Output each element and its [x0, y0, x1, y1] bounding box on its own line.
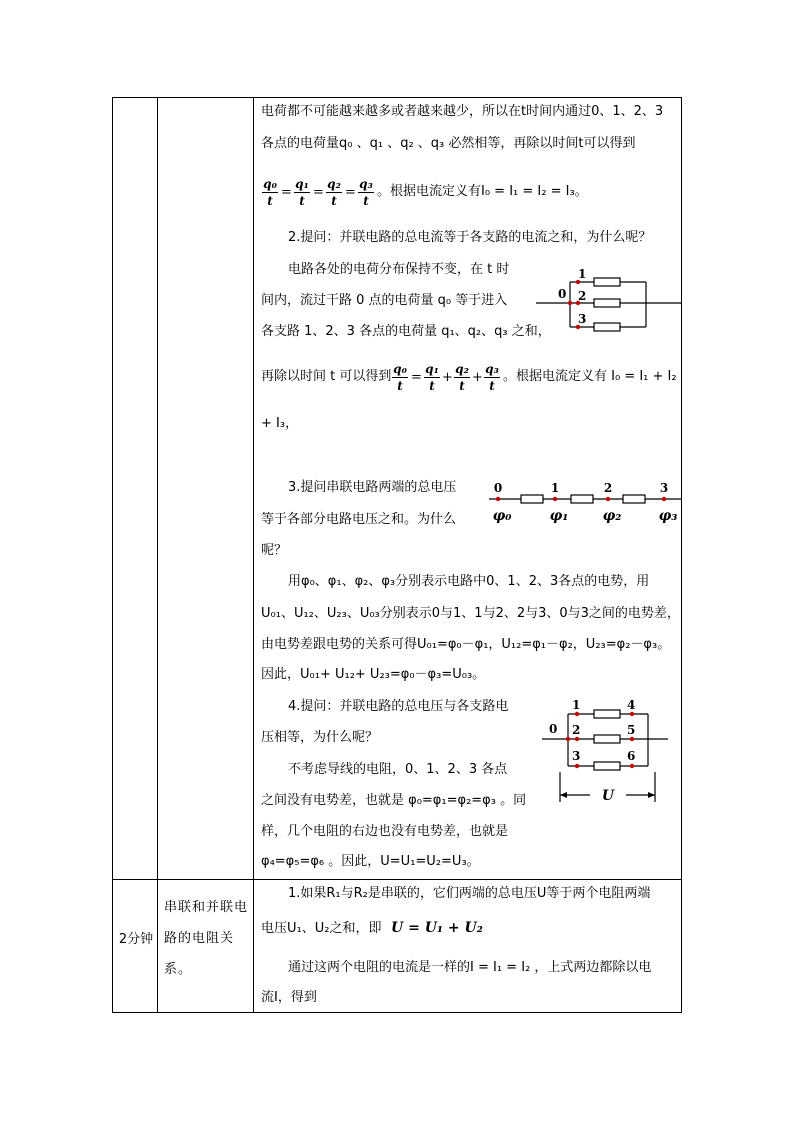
text-line: 各支路 1、2、3 各点的电荷量 q₁、q₂、q₃ 之和，	[261, 324, 551, 339]
text-line: 样，几个电阻的右边也没有电势差，也就是	[261, 824, 509, 839]
topic-cell: 串联和并联电路的电阻关系。	[164, 900, 249, 977]
text-line: φ₄=φ₅=φ₆ 。因此，U=U₁=U₂=U₃。	[261, 854, 480, 869]
text-line: 电路各处的电荷分布保持不变，在 t 时	[288, 262, 510, 277]
text-line: 压相等，为什么呢？	[261, 730, 379, 745]
node-dot	[662, 497, 666, 501]
text-line: 之间没有电势差，也就是 φ₀=φ₁=φ₂=φ₃ 。同	[261, 793, 527, 808]
fraction: q₂ t	[327, 177, 341, 208]
fraction: q₁ t	[295, 177, 309, 208]
fraction: q₁ t	[425, 362, 439, 393]
text-line: 呢？	[261, 543, 288, 558]
node-label: 4	[627, 698, 636, 712]
node-label: 1	[550, 481, 560, 495]
node-dot	[630, 712, 634, 716]
node-dot	[606, 497, 610, 501]
text-line: 。根据电流定义有I₀ = I₁ = I₂ = I₃。	[377, 184, 588, 199]
node-dot	[575, 712, 579, 716]
text-line: 1.如果R₁与R₂是串联的，它们两端的总电压U等于两个电阻两端	[288, 886, 651, 901]
row-divider	[112, 879, 682, 880]
parallel-voltage-diagram	[540, 697, 670, 803]
fraction: q₃ t	[359, 177, 373, 208]
text-line: 因此，U₀₁+ U₁₂+ U₂₃=φ₀－φ₃=U₀₃。	[261, 667, 486, 682]
potential-label: φ₁	[549, 508, 569, 524]
potential-label: φ₃	[658, 508, 678, 524]
node-dot	[575, 764, 579, 768]
equals-sign: =	[411, 370, 422, 385]
text-line: 电压U₁、U₂之和，即	[261, 921, 382, 936]
plus-sign: +	[442, 370, 453, 385]
fraction: q₀ t	[393, 362, 407, 393]
column-divider-2	[253, 97, 254, 1013]
table-border-top	[112, 97, 682, 98]
node-label: 5	[627, 723, 636, 737]
node-label: 3	[572, 749, 581, 763]
equals-sign: =	[281, 185, 292, 200]
text-line: + I₃，	[261, 416, 299, 431]
node-label: 6	[627, 749, 636, 763]
text-line: U₀₁、U₁₂、U₂₃、U₀₃分别表示0与1、1与2、2与3、0与3之间的电势差，	[261, 606, 680, 621]
node-dot	[553, 497, 557, 501]
duration-cell: 2分钟	[118, 932, 154, 947]
arrow-left-icon	[560, 792, 567, 798]
table-border-right	[681, 97, 682, 1013]
fraction: q₃ t	[485, 362, 499, 393]
node-label: 1	[572, 698, 581, 712]
text-line: 由电势差跟电势的关系可得U₀₁=φ₀－φ₁，U₁₂=φ₁－φ₂，U₂₃=φ₂－φ₃。	[261, 637, 671, 652]
question-3-title: 3.提问串联电路两端的总电压	[288, 480, 457, 495]
node-label: 0	[549, 722, 558, 736]
potential-label: φ₀	[492, 508, 512, 524]
text-line: 电荷都不可能越来越多或者越来越少，所以在t时间内通过0、1、2、3	[261, 104, 664, 119]
series-voltage-diagram	[487, 480, 681, 525]
fraction: q₀ t	[263, 177, 277, 208]
node-dot	[568, 301, 572, 305]
node-label: 3	[659, 481, 669, 495]
plus-sign: +	[472, 370, 483, 385]
node-dot	[496, 497, 500, 501]
question-2-title: 2.提问：并联电路的总电流等于各支路的电流之和，为什么呢？	[288, 230, 652, 245]
equals-sign: =	[345, 185, 356, 200]
fraction: q₂ t	[455, 362, 469, 393]
text-line: 各点的电荷量q₀ 、q₁ 、q₂ 、q₃ 必然相等，再除以时间t可以得到	[261, 136, 636, 151]
node-label: 3	[578, 312, 587, 326]
potential-label: φ₂	[602, 508, 622, 524]
node-label: 1	[578, 267, 587, 281]
text-line: 不考虑导线的电阻，0、1、2、3 各点	[288, 762, 508, 777]
text-line: 用φ₀、φ₁、φ₂、φ₃分别表示电路中0、1、2、3各点的电势，用	[288, 574, 650, 589]
series-voltage-equation: U = U₁ + U₂	[391, 920, 483, 936]
node-dot	[566, 737, 570, 741]
node-label: 2	[603, 481, 613, 495]
question-4-title: 4.提问：并联电路的总电压与各支路电	[288, 699, 509, 714]
equals-sign: =	[313, 185, 324, 200]
node-dot	[630, 737, 634, 741]
text-line: 通过这两个电阻的电流是一样的I = I₁ = I₂ ，上式两边都除以电	[288, 960, 652, 975]
text-line: 流I，得到	[261, 990, 317, 1005]
node-label: 0	[558, 287, 567, 301]
text-line: 再除以时间 t 可以得到	[261, 369, 392, 384]
node-label: 2	[578, 289, 587, 303]
node-label: 0	[493, 481, 503, 495]
table-border-bottom	[112, 1012, 682, 1013]
text-line: 等于各部分电路电压之和。为什么	[261, 512, 457, 527]
text-line: 间内，流过干路 0 点的电荷量 q₀ 等于进入	[261, 293, 508, 308]
parallel-current-diagram	[530, 262, 682, 334]
text-line: 。根据电流定义有 I₀ = I₁ + I₂	[503, 369, 677, 384]
column-divider-1	[157, 97, 158, 1013]
arrow-right-icon	[648, 792, 655, 798]
node-label: 2	[572, 723, 581, 737]
table-border-left	[112, 97, 113, 1013]
voltage-span-label: U	[601, 788, 615, 803]
node-dot	[575, 737, 579, 741]
node-dot	[630, 764, 634, 768]
